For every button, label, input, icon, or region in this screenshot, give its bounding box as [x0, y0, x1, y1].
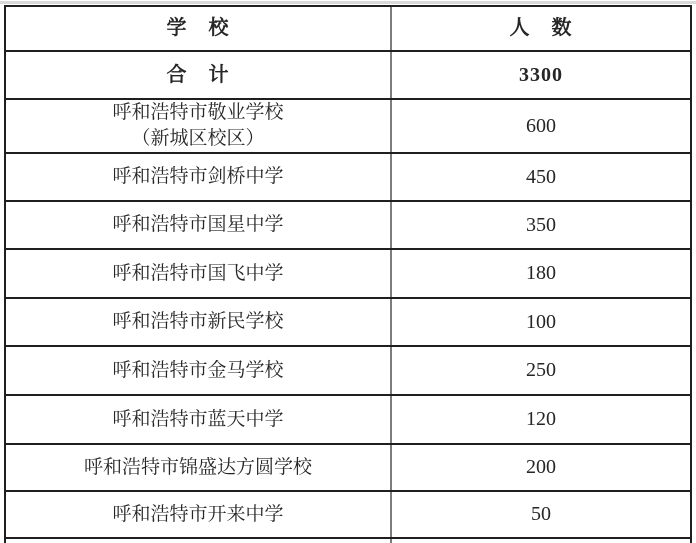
- school-name: 呼和浩特市蓝天中学: [112, 408, 284, 430]
- cell-school: [6, 250, 392, 297]
- table-row: [6, 445, 690, 492]
- cell-school: [6, 539, 392, 543]
- count-value: 180: [526, 262, 556, 284]
- count-value: 200: [526, 456, 556, 478]
- count-value: 450: [526, 165, 556, 188]
- count-value: 350: [526, 213, 556, 236]
- cell-school: [6, 100, 392, 152]
- table-row: [6, 100, 690, 154]
- table-header-row: [6, 7, 690, 52]
- header-school-label: 学 校: [166, 17, 230, 39]
- count-value: 250: [526, 359, 556, 381]
- table-row-partial: [6, 539, 690, 543]
- header-count-label: 人 数: [509, 17, 573, 39]
- total-cell-count: [392, 52, 690, 98]
- cell-count: [392, 445, 690, 490]
- school-name: 呼和浩特市金马学校: [112, 359, 284, 381]
- cell-count: [392, 299, 690, 345]
- table-row: [6, 347, 690, 396]
- cell-count: [392, 154, 690, 200]
- cell-count: [392, 250, 690, 297]
- cell-school: [6, 492, 392, 537]
- cell-school: [6, 154, 392, 200]
- table-row: [6, 202, 690, 250]
- cell-school: [6, 299, 392, 345]
- count-value: 100: [526, 310, 556, 333]
- table-total-row: [6, 52, 690, 100]
- cell-school: [6, 347, 392, 394]
- cell-count: [392, 539, 690, 543]
- header-cell-count: [392, 7, 690, 50]
- table-row: [6, 154, 690, 202]
- count-value: 600: [526, 114, 556, 137]
- total-count: 3300: [519, 63, 563, 86]
- school-count-table: [4, 5, 692, 543]
- school-name-line2: （新城区校区）: [131, 128, 265, 149]
- cell-count: [392, 100, 690, 152]
- table-row: [6, 396, 690, 445]
- school-name: 呼和浩特市锦盛达方圆学校: [83, 456, 312, 478]
- count-value: 50: [531, 503, 551, 525]
- header-cell-school: [6, 7, 392, 50]
- cell-count: [392, 492, 690, 537]
- school-name: 呼和浩特市国飞中学: [112, 262, 284, 284]
- school-name-line1: 呼和浩特市敬业学校: [112, 102, 284, 124]
- cell-count: [392, 202, 690, 248]
- page-top-edge: [0, 1, 696, 4]
- table-row: [6, 250, 690, 299]
- cell-school: [6, 445, 392, 490]
- school-name: 呼和浩特市新民学校: [112, 311, 284, 333]
- cell-count: [392, 347, 690, 394]
- total-cell-school: [6, 52, 392, 98]
- table-row: [6, 299, 690, 347]
- total-label: 合 计: [166, 63, 230, 86]
- cell-school: [6, 202, 392, 248]
- school-name: 呼和浩特市开来中学: [112, 503, 284, 525]
- count-value: 120: [526, 408, 556, 430]
- cell-count: [392, 396, 690, 443]
- school-name: 呼和浩特市国星中学: [112, 214, 284, 236]
- school-name: 呼和浩特市剑桥中学: [112, 166, 284, 188]
- table-row: [6, 492, 690, 539]
- cell-school: [6, 396, 392, 443]
